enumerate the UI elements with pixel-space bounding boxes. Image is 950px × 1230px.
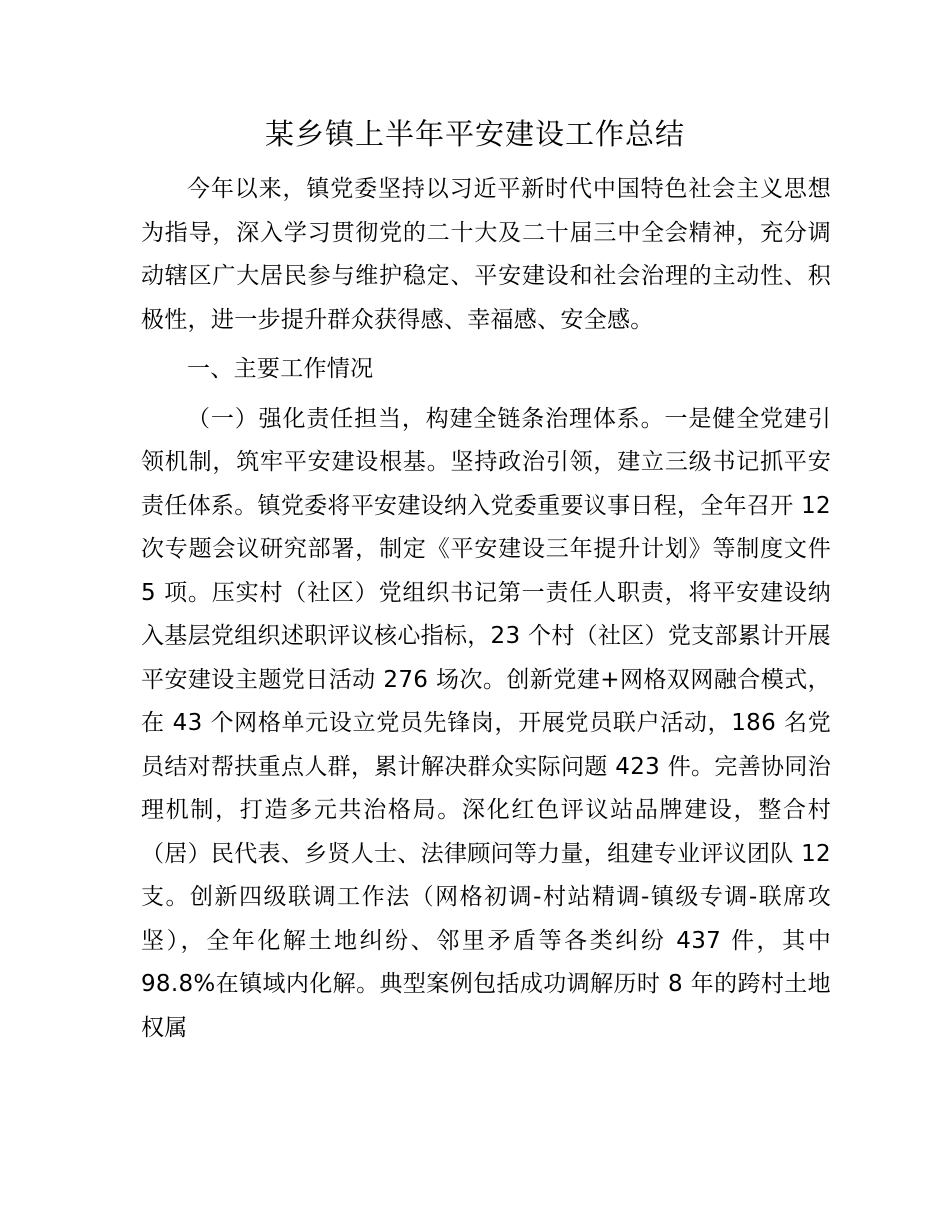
- intro-paragraph: 今年以来，镇党委坚持以习近平新时代中国特色社会主义思想为指导，深入学习贯彻党的二十大及二十届三中全会精神，充分调动辖区广大居民参与维护稳定、平安建设和社会治理的主动性、积极性，进一步提升群众获得感、幸福感、安全感。: [141, 176, 831, 333]
- section-heading: 一、主要工作情况: [187, 356, 374, 382]
- body-paragraph: （一）强化责任担当，构建全链条治理体系。一是健全党建引领机制，筑牢平安建设根基。坚持政治引领，建立三级书记抓平安责任体系。镇党委将平安建设纳入党委重要议事日程，全年召开 12 次专题会议研究部署，制定《平安建设三年提升计划》等制度文件 5 项。压实村（社区）党组织书记第一责任人职责，将平安建设纳入基层党组织述职评议核心指标，23 个村（社区）党支部累计开展平安建设主题党日活动 276 场次。创新党建+网格双网融合模式，在 43 个网格单元设立党员先锋岗，开展党员联户活动，186 名党员结对帮扶重点人群，累计解决群众实际问题 423 件。完善协同治理机制，打造多元共治格局。深化红色评议站品牌建设，整合村（居）民代表、乡贤人士、法律顾问等力量，组建专业评议团队 12 支。创新四级联调工作法（网格初调-村站精调-镇级专调-联席攻坚），全年化解土地纠纷、邻里矛盾等各类纠纷 437 件，其中 98.8%在镇域内化解。典型案例包括成功调解历时 8 年的跨村土地权属: [141, 405, 831, 1041]
- document-body: [141, 168, 831, 1050]
- document-title: 某乡镇上半年平安建设工作总结: [264, 117, 685, 151]
